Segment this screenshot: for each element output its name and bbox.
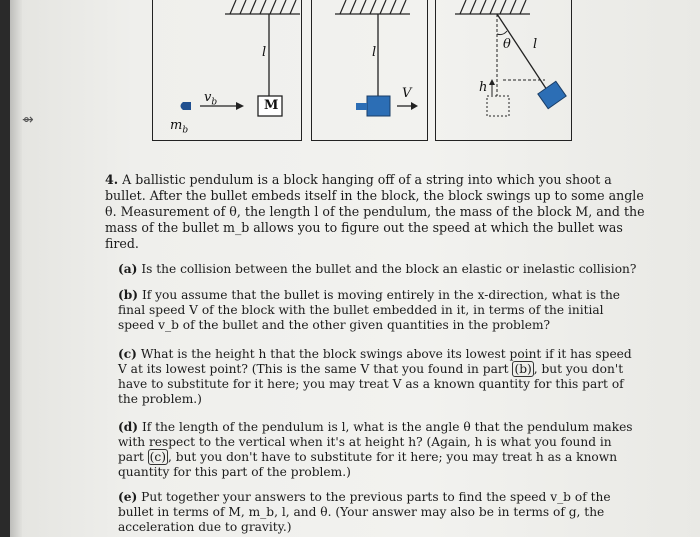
swung-block — [538, 81, 566, 108]
bullet-speed-label: $v_b$ — [204, 90, 218, 108]
part-b: (b) If you assume that the bullet is moving entirely in the x-direction, what is the final speed V of the block with the bullet embedded in it, in terms of the initial speed v_b of the bullet and the other given quantities in the problem? — [118, 288, 621, 332]
mouse-cursor-icon: ⇴ — [22, 112, 34, 128]
length-label-3: l — [533, 37, 538, 52]
part-d: (d) If the length of the pendulum is l, what is the angle θ that the pendulum makes with respect to the vertical when it's at height h? (Again, h is what you found in part (c) , but you don't have to substitute for it here; you may treat h as a known quantity for this part of the problem.) — [118, 420, 633, 479]
problem-number: 4. — [105, 172, 119, 187]
part-b-reference: (b) — [514, 362, 532, 376]
bullet-mass-label: $m_b$ — [170, 118, 189, 136]
bullet-icon — [181, 102, 192, 110]
part-c-reference: (c) — [149, 450, 167, 464]
pendulum-figure — [0, 0, 700, 150]
part-e: (e) Put together your answers to the previous parts to find the speed v_b of the bullet in terms of M, m_b, l, and θ. (Your answer may also be in terms of g, the acceleration due to gravity.) — [118, 490, 611, 534]
angle-label: θ — [503, 37, 511, 52]
length-label-1: l — [262, 45, 267, 60]
string-3 — [497, 14, 547, 90]
length-label-2: l — [372, 45, 377, 60]
height-label: h — [479, 80, 488, 95]
speed-arrow-icon — [411, 102, 418, 110]
velocity-arrow-icon — [236, 102, 244, 110]
speed-V-label: V — [402, 86, 412, 101]
problem-statement — [105, 172, 650, 252]
part-a: (a) Is the collision between the bullet and the block an elastic or inelastic collision? — [118, 262, 637, 276]
lowest-position-outline — [487, 96, 509, 116]
part-c: (c) What is the height h that the block swings above its lowest point if it has speed V at its lowest point? (This is the same V that you found in part (b) , but you don't have to substitute for it here; you may treat V as a known quantity for this part of the problem.) — [118, 347, 632, 406]
block-with-bullet — [367, 96, 390, 116]
ceiling-hatch — [225, 0, 530, 14]
problem-text: A ballistic pendulum is a block hanging off of a string into which you shoot a bullet. After the bullet embeds itself in the block, the block swings up to some angle θ. Measurement of θ, the length l of the pendulum, the mass of the block M, and the mass of the bullet m_b allows you to figure out the speed at which the bullet was fired. — [105, 172, 645, 251]
block-mass-label: M — [264, 98, 279, 113]
